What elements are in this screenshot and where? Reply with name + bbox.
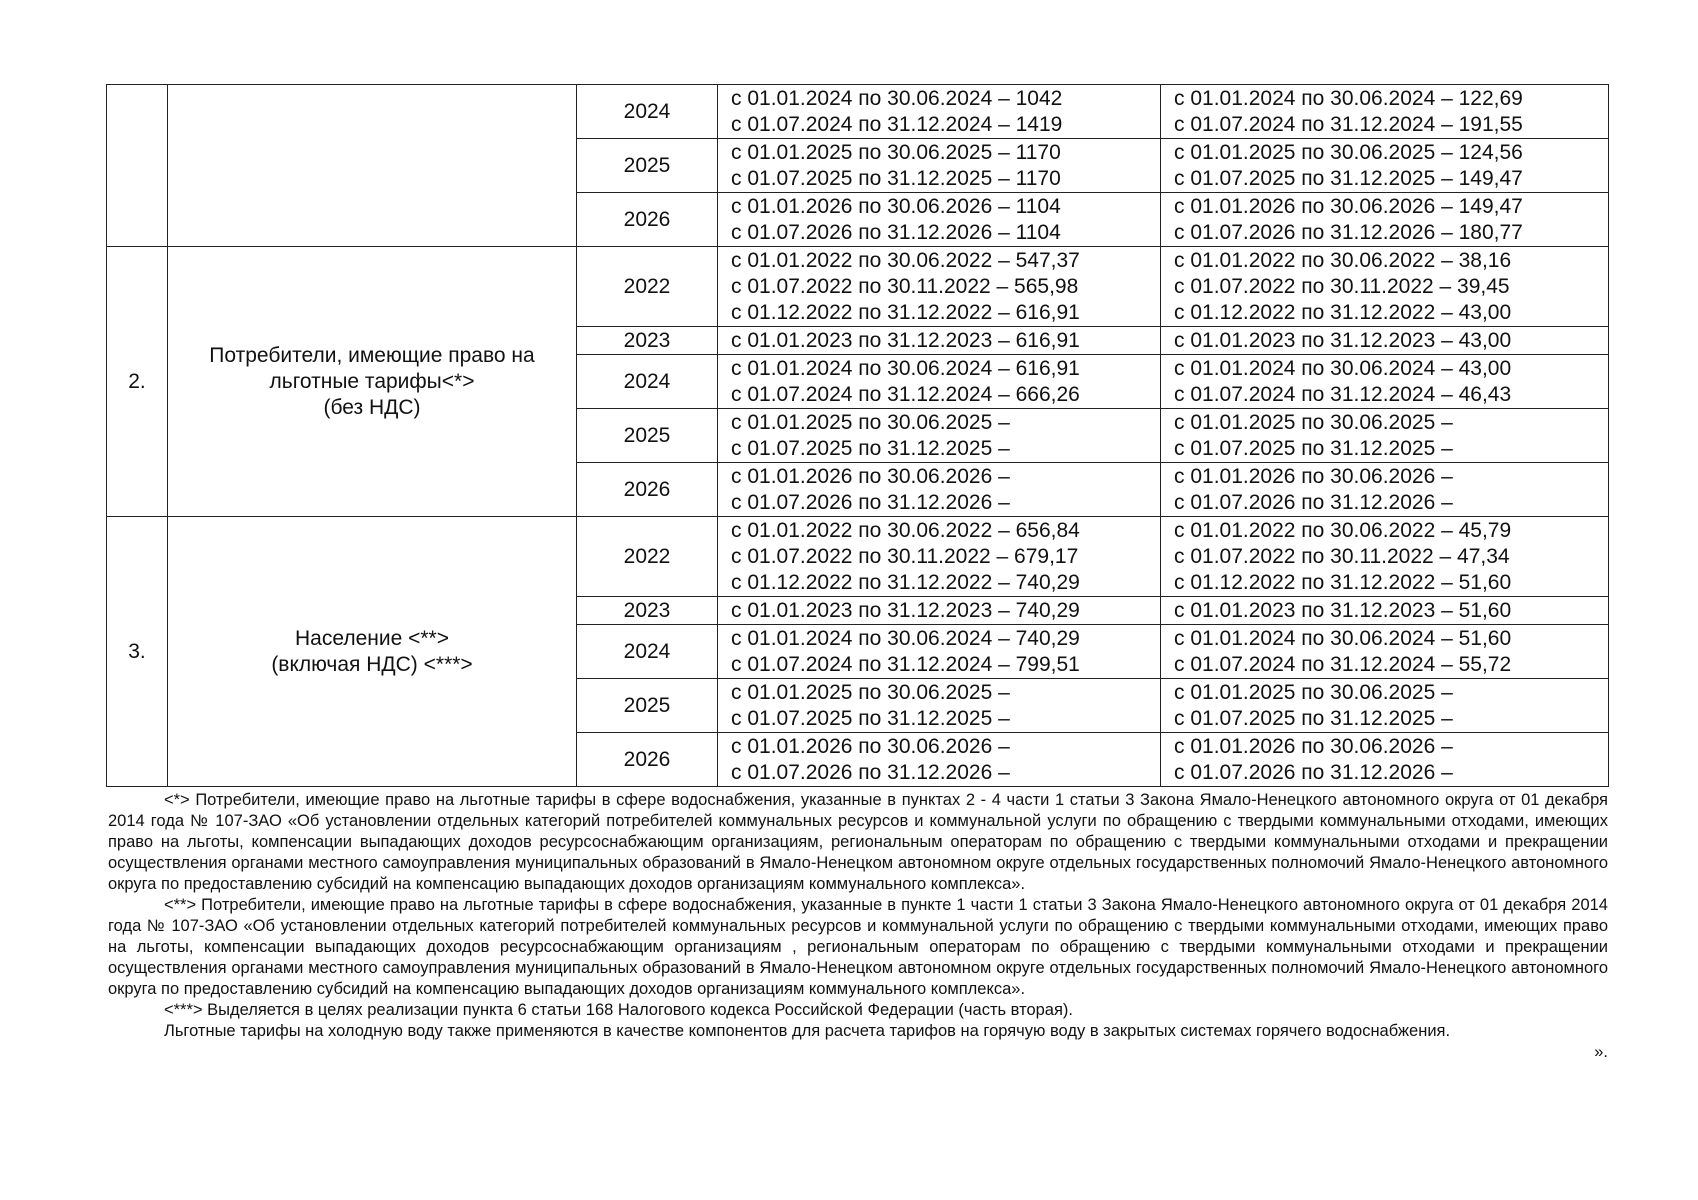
tariff-period-line: с 01.01.2022 по 30.06.2022 – 45,79: [1174, 518, 1512, 542]
year-cell: 2022: [577, 247, 718, 327]
year-cell: 2026: [577, 463, 718, 517]
tariff-cell-col2: [1161, 597, 1609, 625]
tariff-period-line: с 01.07.2024 по 31.12.2024 – 666,26: [731, 382, 1080, 406]
tariff-period-line: с 01.07.2022 по 30.11.2022 – 565,98: [731, 274, 1079, 298]
tariff-cell-col1: [718, 247, 1161, 327]
tariff-period-line: с 01.12.2022 по 31.12.2022 – 43,00: [1174, 300, 1512, 324]
tariff-period-line: с 01.01.2026 по 30.06.2026 – 1104: [731, 194, 1061, 218]
tariff-period-line: с 01.01.2026 по 30.06.2026 – 149,47: [1174, 194, 1523, 218]
consumer-category-line: Население <**>: [295, 626, 449, 650]
consumer-category-line: (без НДС): [323, 395, 421, 419]
year-cell: 2025: [577, 139, 718, 193]
tariff-period-line: с 01.01.2025 по 30.06.2025 – 124,56: [1174, 140, 1523, 164]
tariff-period-line: с 01.07.2025 по 31.12.2025 –: [1174, 436, 1453, 460]
tariff-period-line: с 01.07.2024 по 31.12.2024 – 46,43: [1174, 382, 1512, 406]
tariff-period-line: с 01.01.2026 по 30.06.2026 –: [731, 734, 1010, 758]
consumer-category-cell: [168, 247, 577, 517]
tariff-cell-col2: [1161, 247, 1609, 327]
tariff-period-line: с 01.07.2026 по 31.12.2026 –: [731, 760, 1010, 784]
tariff-period-line: с 01.01.2023 по 31.12.2023 – 51,60: [1174, 598, 1512, 622]
tariff-table-body: [107, 85, 1609, 787]
row-number-cell: [107, 85, 168, 247]
tariff-period-line: с 01.07.2026 по 31.12.2026 –: [1174, 760, 1453, 784]
tariff-cell-col2: [1161, 625, 1609, 679]
table-row: [107, 85, 1609, 139]
tariff-period-line: с 01.01.2025 по 30.06.2025 –: [1174, 410, 1453, 434]
tariff-cell-col2: [1161, 463, 1609, 517]
tariff-period-line: с 01.07.2026 по 31.12.2026 – 1104: [731, 220, 1061, 244]
tariff-cell-col1: [718, 733, 1161, 787]
footnote-vat: <***> Выделяется в целях реализации пункта 6 статьи 168 Налогового кодекса Российской Федерации (часть вторая).: [164, 1001, 1073, 1019]
tariff-cell-col1: [718, 193, 1161, 247]
tariff-period-line: с 01.01.2026 по 30.06.2026 –: [1174, 734, 1453, 758]
year-cell: 2025: [577, 679, 718, 733]
tariff-cell-col1: [718, 85, 1161, 139]
tariff-period-line: с 01.01.2022 по 30.06.2022 – 656,84: [731, 518, 1080, 542]
tariff-cell-col1: [718, 679, 1161, 733]
tariff-cell-col1: [718, 625, 1161, 679]
tariff-cell-col2: [1161, 733, 1609, 787]
tariff-period-line: с 01.07.2024 по 31.12.2024 – 1419: [731, 112, 1063, 136]
year-cell: 2024: [577, 355, 718, 409]
tariff-period-line: с 01.01.2024 по 30.06.2024 – 122,69: [1174, 86, 1523, 110]
tariff-period-line: с 01.07.2022 по 30.11.2022 – 47,34: [1174, 544, 1510, 568]
tariff-period-line: с 01.07.2022 по 30.11.2022 – 679,17: [731, 544, 1079, 568]
closing-quote-mark: ».: [1594, 1043, 1608, 1061]
consumer-category-line: Потребители, имеющие право на: [209, 343, 535, 367]
tariff-period-line: с 01.07.2025 по 31.12.2025 – 1170: [731, 166, 1061, 190]
table-row: [107, 247, 1609, 327]
tariff-period-line: с 01.12.2022 по 31.12.2022 – 616,91: [731, 300, 1080, 324]
tariff-cell-col2: [1161, 85, 1609, 139]
year-cell: 2026: [577, 193, 718, 247]
tariff-cell-col1: [718, 139, 1161, 193]
tariff-period-line: с 01.07.2024 по 31.12.2024 – 799,51: [731, 652, 1080, 676]
tariff-period-line: с 01.01.2025 по 30.06.2025 – 1170: [731, 140, 1061, 164]
tariff-period-line: с 01.01.2024 по 30.06.2024 – 43,00: [1174, 356, 1512, 380]
consumer-category-line: льготные тарифы<*>: [269, 369, 475, 393]
tariff-cell-col1: [718, 327, 1161, 355]
consumer-category-cell: [168, 517, 577, 787]
year-cell: 2023: [577, 597, 718, 625]
row-number-cell: 2.: [107, 247, 168, 517]
consumer-category-cell: [168, 85, 577, 247]
consumer-category-line: (включая НДС) <***>: [271, 652, 473, 676]
tariff-cell-col1: [718, 409, 1161, 463]
tariff-cell-col2: [1161, 327, 1609, 355]
year-cell: 2024: [577, 85, 718, 139]
tariff-cell-col2: [1161, 355, 1609, 409]
row-number-cell: 3.: [107, 517, 168, 787]
tariff-period-line: с 01.07.2025 по 31.12.2025 –: [731, 436, 1010, 460]
tariff-period-line: с 01.01.2024 по 30.06.2024 – 616,91: [731, 356, 1080, 380]
tariff-period-line: с 01.01.2024 по 30.06.2024 – 1042: [731, 86, 1063, 110]
tariff-period-line: с 01.01.2026 по 30.06.2026 –: [731, 464, 1010, 488]
tariff-period-line: с 01.07.2025 по 31.12.2025 –: [1174, 706, 1453, 730]
tariff-period-line: с 01.01.2023 по 31.12.2023 – 616,91: [731, 328, 1080, 352]
tariff-period-line: с 01.01.2025 по 30.06.2025 –: [731, 680, 1010, 704]
tariff-period-line: с 01.01.2024 по 30.06.2024 – 51,60: [1174, 626, 1512, 650]
year-cell: 2024: [577, 625, 718, 679]
year-cell: 2026: [577, 733, 718, 787]
tariff-cell-col1: [718, 355, 1161, 409]
tariff-period-line: с 01.07.2026 по 31.12.2026 – 180,77: [1174, 220, 1523, 244]
tariff-period-line: с 01.01.2022 по 30.06.2022 – 38,16: [1174, 248, 1512, 272]
tariff-table: [106, 84, 1609, 787]
tariff-period-line: с 01.01.2023 по 31.12.2023 – 43,00: [1174, 328, 1512, 352]
table-row: [107, 517, 1609, 597]
year-cell: 2022: [577, 517, 718, 597]
tariff-period-line: с 01.07.2025 по 31.12.2025 – 149,47: [1174, 166, 1523, 190]
tariff-cell-col1: [718, 597, 1161, 625]
footnote-population: <**> Потребители, имеющие право на льготные тарифы в сфере водоснабжения, указанные в пункте 1 части 1 статьи 3 Закона Ямало-Ненецкого автономного округа от 01 декабря 2014 года № 107-ЗАО «Об установлении отдельных категорий потребителей коммунальных ресурсов и коммунальной услуги по обращению с твердыми коммунальными отходами, имеющих право на льготы, компенсации выпадающих доходов ресурсоснабжающим организациям , региональным операторам по обращению с твердыми коммунальными отходами и прекращении осуществления органами местного самоуправления муниципальных образований в Ямало-Ненецком автономном округе отдельных государственных полномочий Ямало-Ненецкого автономного округа по предоставлению субсидий на компенсацию выпадающих доходов организациям коммунального комплекса».: [108, 896, 1608, 998]
tariff-period-line: с 01.07.2025 по 31.12.2025 –: [731, 706, 1010, 730]
tariff-cell-col1: [718, 463, 1161, 517]
tariff-period-line: с 01.01.2022 по 30.06.2022 – 547,37: [731, 248, 1080, 272]
tariff-period-line: с 01.01.2023 по 31.12.2023 – 740,29: [731, 598, 1080, 622]
tariff-period-line: с 01.07.2026 по 31.12.2026 –: [731, 490, 1010, 514]
tariff-cell-col2: [1161, 679, 1609, 733]
tariff-cell-col2: [1161, 409, 1609, 463]
tariff-period-line: с 01.01.2026 по 30.06.2026 –: [1174, 464, 1453, 488]
tariff-period-line: с 01.01.2025 по 30.06.2025 –: [1174, 680, 1453, 704]
tariff-cell-col2: [1161, 193, 1609, 247]
tariff-period-line: с 01.01.2024 по 30.06.2024 – 740,29: [731, 626, 1080, 650]
tariff-cell-col2: [1161, 139, 1609, 193]
year-cell: 2025: [577, 409, 718, 463]
year-cell: 2023: [577, 327, 718, 355]
tariff-period-line: с 01.07.2024 по 31.12.2024 – 55,72: [1174, 652, 1512, 676]
footnote-privileged: <*> Потребители, имеющие право на льготные тарифы в сфере водоснабжения, указанные в пунктах 2 - 4 части 1 статьи 3 Закона Ямало-Ненецкого автономного округа от 01 декабря 2014 года № 107-ЗАО «Об установлении отдельных категорий потребителей коммунальных ресурсов и коммунальной услуги по обращению с твердыми коммунальными отходами, имеющих право на льготы, компенсации выпадающих доходов ресурсоснабжающим организациям, региональным операторам по обращению с твердыми коммунальными отходами и прекращении осуществления органами местного самоуправления муниципальных образований в Ямало-Ненецком автономном округе отдельных государственных полномочий Ямало-Ненецкого автономного округа по предоставлению субсидий на компенсацию выпадающих доходов организациям коммунального комплекса».: [108, 791, 1608, 893]
footnotes: [108, 790, 1608, 1063]
tariff-cell-col1: [718, 517, 1161, 597]
tariff-period-line: с 01.07.2024 по 31.12.2024 – 191,55: [1174, 112, 1523, 136]
tariff-period-line: с 01.07.2026 по 31.12.2026 –: [1174, 490, 1453, 514]
tariff-period-line: с 01.12.2022 по 31.12.2022 – 51,60: [1174, 570, 1512, 594]
tariff-cell-col2: [1161, 517, 1609, 597]
tariff-period-line: с 01.12.2022 по 31.12.2022 – 740,29: [731, 570, 1080, 594]
tariff-period-line: с 01.01.2025 по 30.06.2025 –: [731, 410, 1010, 434]
footnote-hot-water: Льготные тарифы на холодную воду также применяются в качестве компонентов для расчета тарифов на горячую воду в закрытых системах горячего водоснабжения.: [164, 1022, 1451, 1040]
tariff-period-line: с 01.07.2022 по 30.11.2022 – 39,45: [1174, 274, 1510, 298]
